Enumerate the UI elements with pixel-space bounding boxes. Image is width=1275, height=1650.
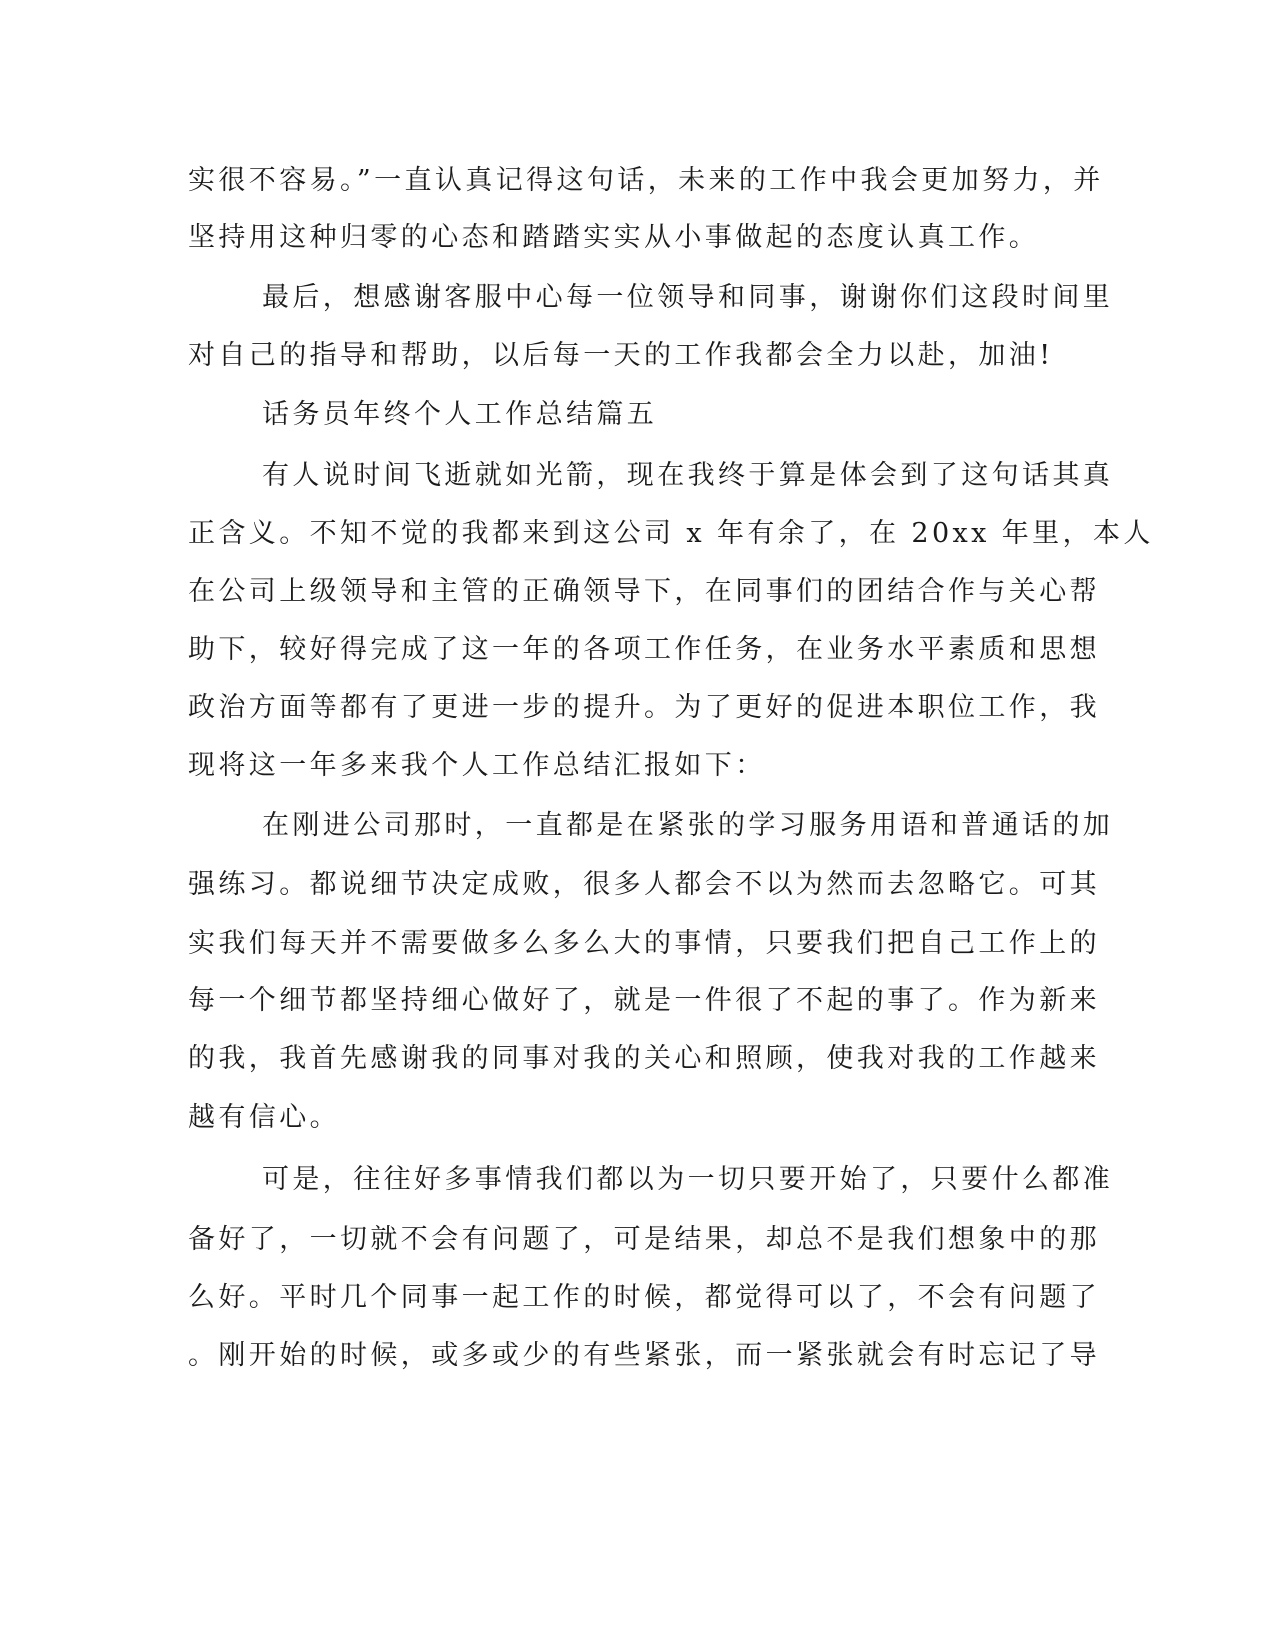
text-line: 正含义。不知不觉的我都来到这公司 x 年有余了，在 20xx 年里，本人 [188, 518, 1154, 549]
section-heading: 话务员年终个人工作总结篇五 [262, 399, 658, 430]
text-line: 备好了，一切就不会有问题了，可是结果，却总不是我们想象中的那 [188, 1224, 1100, 1255]
text-line: 实很不容易。”一直认真记得这句话，未来的工作中我会更加努力，并 [188, 165, 1104, 196]
text-line: 强练习。都说细节决定成败，很多人都会不以为然而去忽略它。可其 [188, 869, 1100, 900]
paragraph-start-line: 有人说时间飞逝就如光箭，现在我终于算是体会到了这句话其真 [262, 460, 1114, 491]
text-line: 对自己的指导和帮助，以后每一天的工作我都会全力以赴，加油! [188, 340, 1054, 371]
text-line: 越有信心。 [188, 1102, 340, 1133]
text-line: 在公司上级领导和主管的正确领导下，在同事们的团结合作与关心帮 [188, 576, 1100, 607]
paragraph-start-line: 可是，往往好多事情我们都以为一切只要开始了，只要什么都准 [262, 1164, 1114, 1195]
text-line: 助下，较好得完成了这一年的各项工作任务，在业务水平素质和思想 [188, 634, 1100, 665]
text-line: 的我，我首先感谢我的同事对我的关心和照顾，使我对我的工作越来 [188, 1043, 1100, 1074]
paragraph-start-line: 在刚进公司那时，一直都是在紧张的学习服务用语和普通话的加 [262, 810, 1114, 841]
text-line: 么好。平时几个同事一起工作的时候，都觉得可以了，不会有问题了 [188, 1282, 1100, 1313]
text-line: 实我们每天并不需要做多么多么大的事情，只要我们把自己工作上的 [188, 928, 1100, 959]
text-line: 坚持用这种归零的心态和踏踏实实从小事做起的态度认真工作。 [188, 222, 1040, 253]
text-line: 。刚开始的时候，或多或少的有些紧张，而一紧张就会有时忘记了导 [188, 1340, 1100, 1371]
text-line: 政治方面等都有了更进一步的提升。为了更好的促进本职位工作，我 [188, 692, 1100, 723]
paragraph-start-line: 最后，想感谢客服中心每一位领导和同事，谢谢你们这段时间里 [262, 282, 1114, 313]
text-line: 每一个细节都坚持细心做好了，就是一件很了不起的事了。作为新来 [188, 985, 1100, 1016]
text-line: 现将这一年多来我个人工作总结汇报如下： [188, 750, 766, 781]
